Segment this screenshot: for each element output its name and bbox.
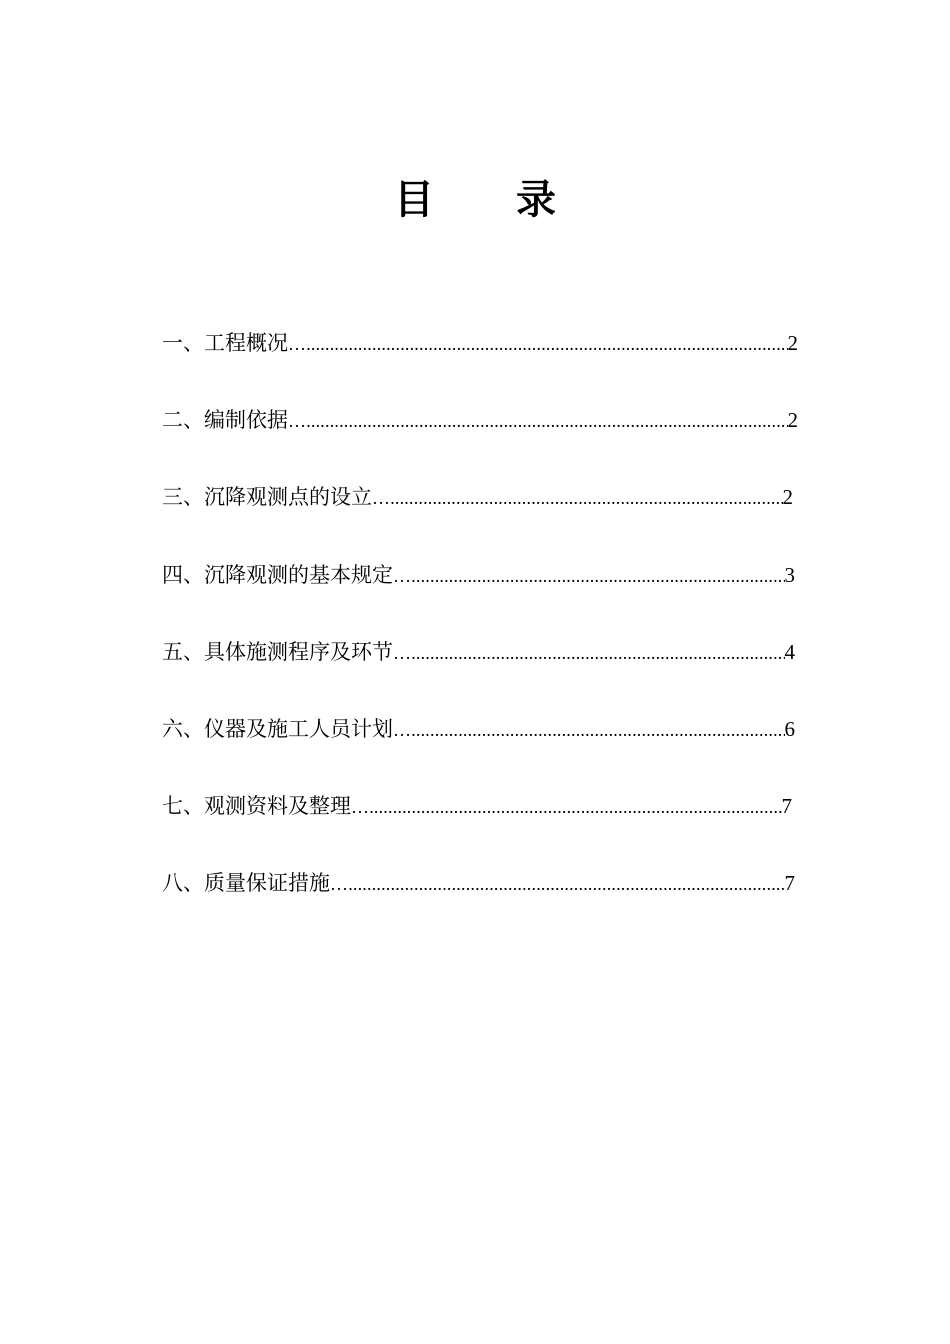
toc-dot-leader [351, 789, 782, 825]
toc-dot-leader [393, 712, 785, 748]
toc-dot-leader [288, 403, 788, 439]
toc-item[interactable] [162, 557, 795, 634]
toc-dot-leader [393, 558, 785, 594]
toc-item[interactable] [162, 402, 798, 479]
toc-page-number: 6 [784, 716, 795, 741]
page-title: 目 录 [394, 177, 590, 223]
toc-item-label: 三、沉降观测点的设立 [162, 485, 372, 510]
toc-page-number: 2 [782, 485, 793, 510]
toc-page-number: 2 [787, 331, 798, 355]
toc-item-label: 八、质量保证措施 [162, 871, 330, 896]
toc-dot-leader [330, 866, 785, 902]
toc-item[interactable] [162, 788, 792, 865]
toc-dot-leader [372, 480, 783, 516]
toc-item[interactable] [162, 325, 798, 402]
table-of-contents [162, 325, 822, 943]
toc-item[interactable] [162, 711, 795, 788]
toc-page-number: 2 [787, 408, 798, 433]
toc-page-number: 7 [781, 794, 792, 819]
toc-item[interactable] [162, 865, 795, 942]
toc-item-label: 二、编制依据 [162, 408, 288, 433]
toc-dot-leader [288, 326, 788, 362]
toc-item-label: 五、具体施测程序及环节 [162, 639, 393, 664]
toc-item[interactable] [162, 634, 795, 711]
toc-page-number: 3 [784, 562, 795, 587]
toc-item-label: 一、工程概况 [162, 331, 288, 355]
toc-dot-leader [393, 635, 785, 671]
toc-item-label: 四、沉降观测的基本规定 [162, 562, 393, 587]
toc-item-label: 六、仪器及施工人员计划 [162, 716, 393, 741]
toc-item[interactable] [162, 479, 793, 556]
toc-page-number: 7 [784, 871, 795, 896]
toc-item-label: 七、观测资料及整理 [162, 794, 351, 819]
toc-page-number: 4 [784, 639, 795, 664]
